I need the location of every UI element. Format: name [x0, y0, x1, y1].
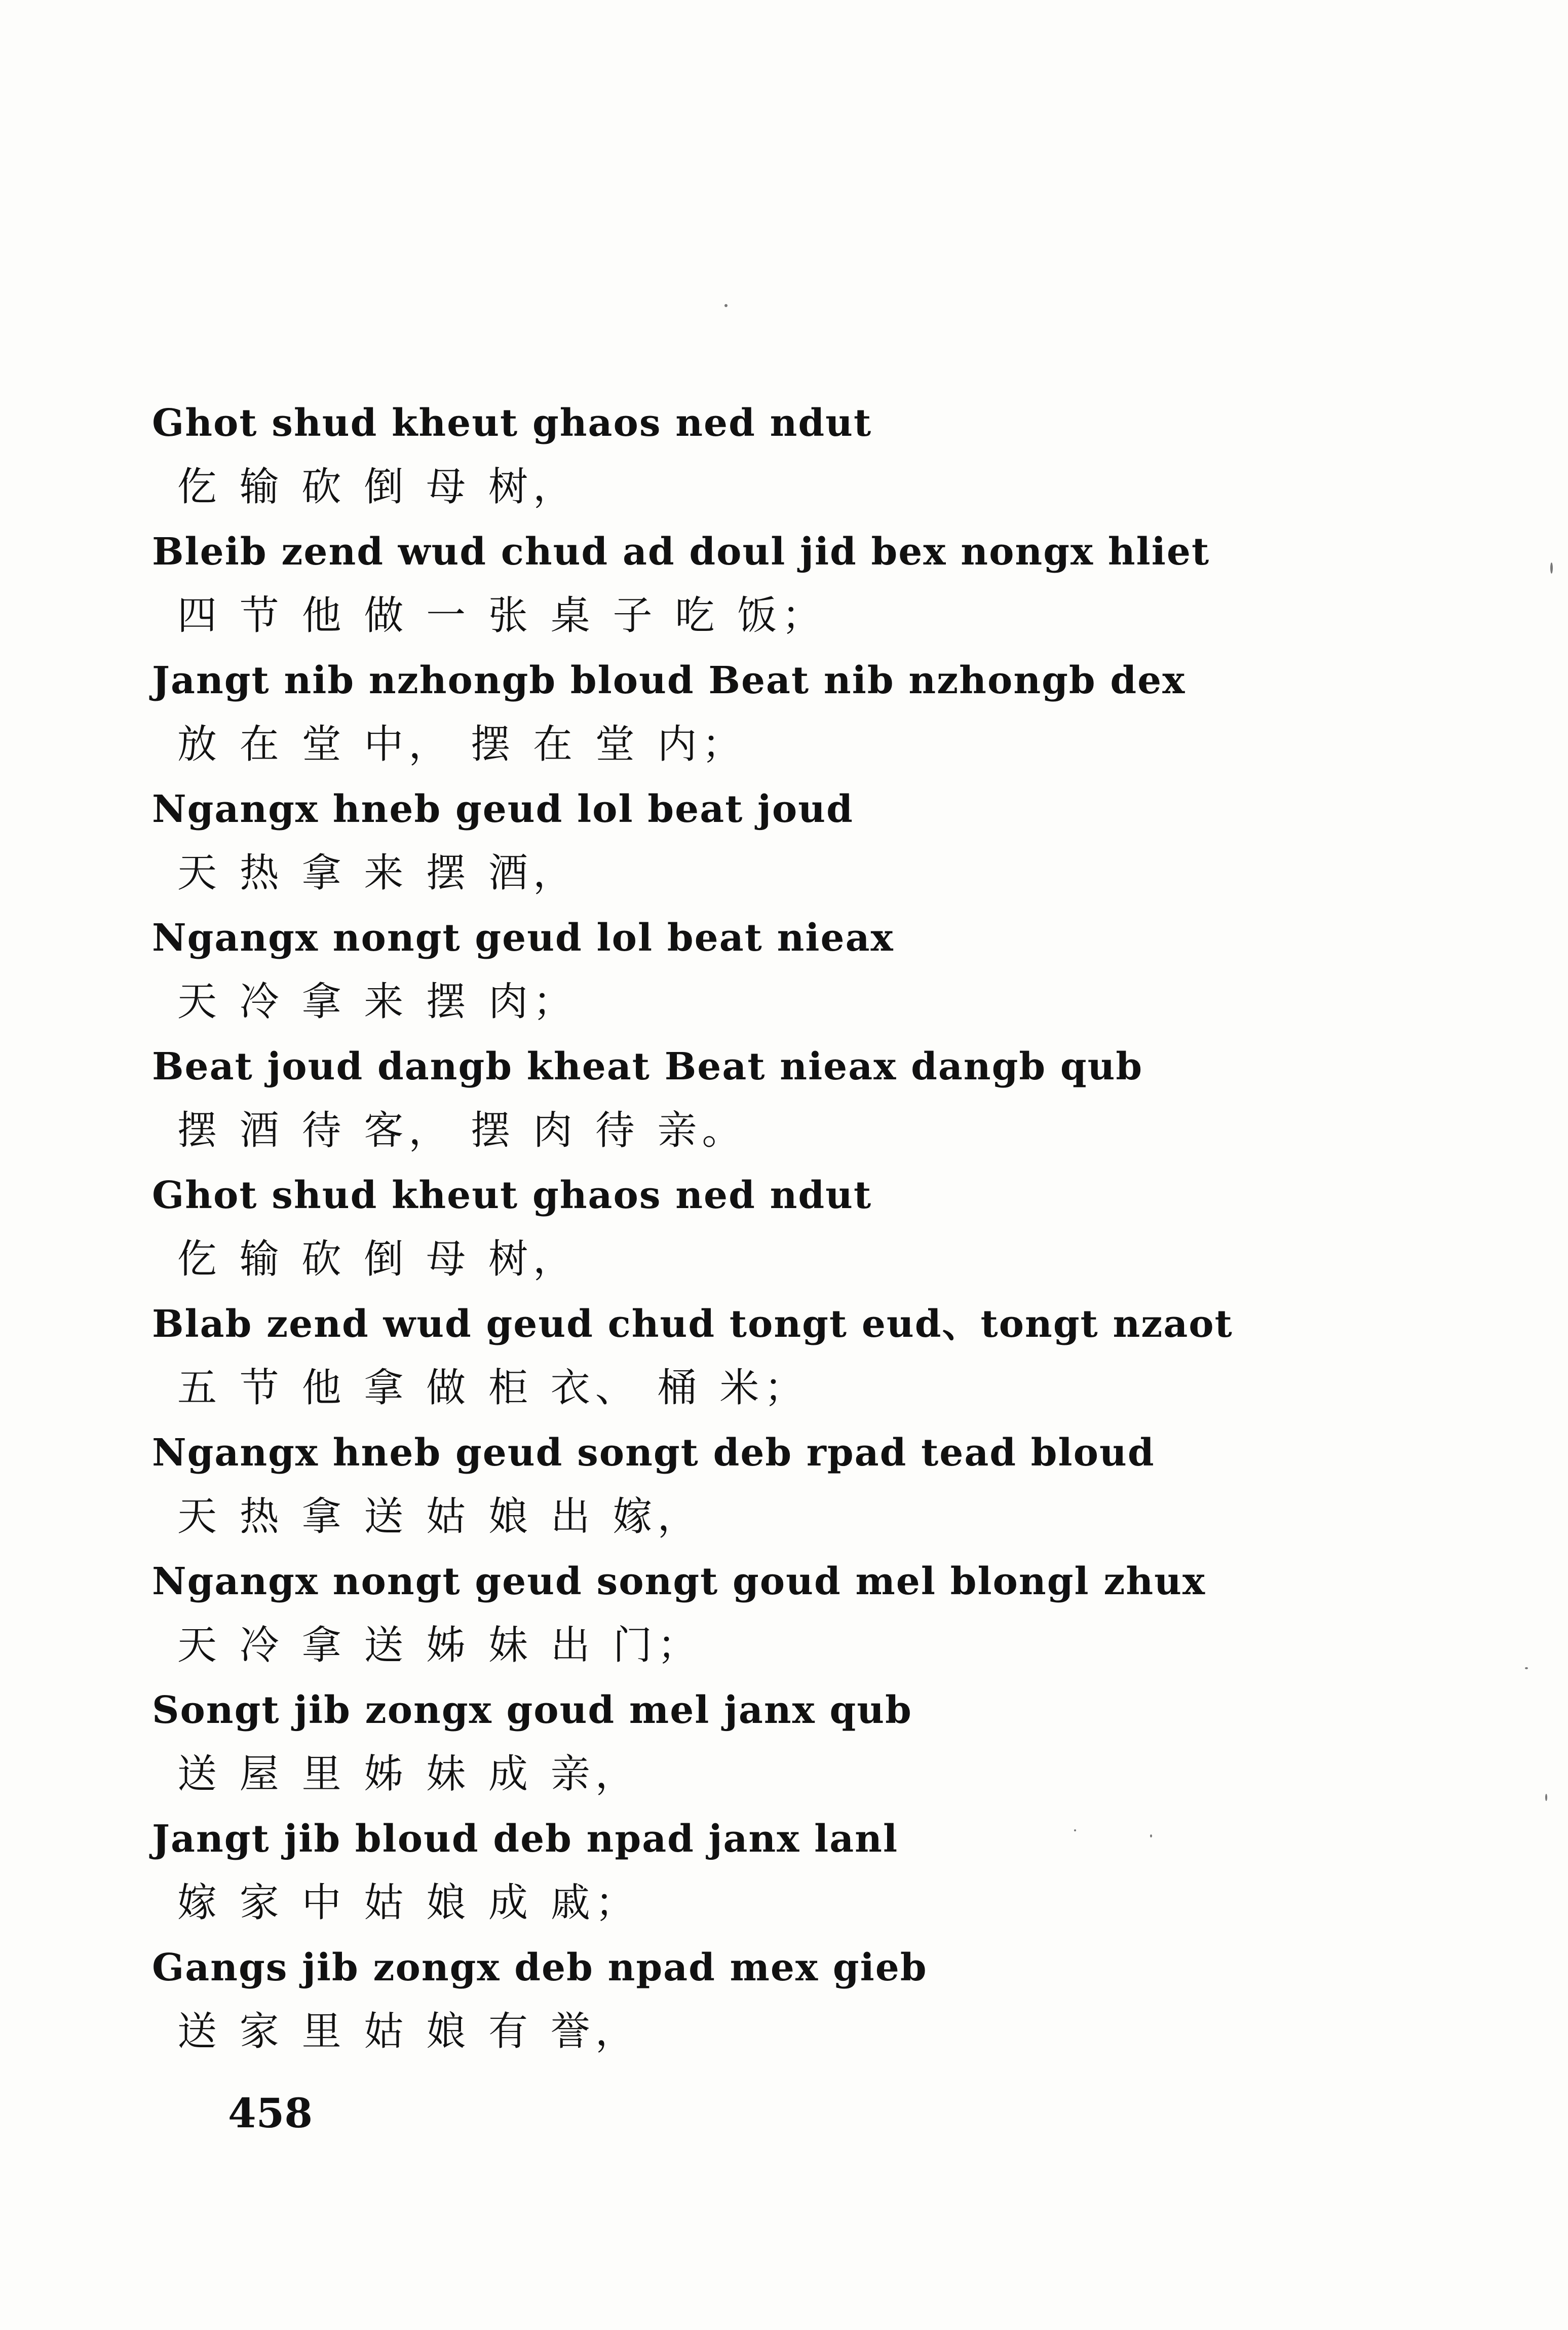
scan-speck — [1150, 1834, 1152, 1837]
romanized-text: Ngangx hneb geud songt deb rpad tead bloud — [152, 1431, 1155, 1475]
scan-speck — [1525, 1667, 1528, 1669]
chinese-gloss: 送 屋 里 姊 妹 成 亲， — [177, 1751, 640, 1797]
verse-line — [152, 1811, 1419, 1940]
scan-speck — [1074, 1829, 1076, 1831]
scan-speck — [724, 304, 728, 307]
chinese-gloss: 五 节 他 拿 做 柜 衣、 桶 米； — [177, 1365, 809, 1411]
chinese-gloss: 天 热 拿 送 姑 娘 出 嫁， — [177, 1494, 702, 1539]
verse-line — [152, 395, 1419, 524]
verse-line — [152, 781, 1419, 910]
chinese-gloss: 嫁 家 中 姑 娘 成 戚； — [177, 1880, 640, 1926]
romanized-text: Jangt jib bloud deb npad janx lanl — [152, 1817, 899, 1861]
page-number: 458 — [228, 2089, 313, 2137]
verse-line — [152, 1296, 1419, 1425]
verse-body — [152, 395, 1419, 2069]
verse-line — [152, 1940, 1419, 2069]
verse-line — [152, 1168, 1419, 1296]
scan-speck — [1550, 562, 1553, 574]
chinese-gloss: 天 冷 拿 来 摆 肉； — [177, 979, 578, 1025]
romanized-text: Songt jib zongx goud mel janx qub — [152, 1688, 912, 1732]
verse-line — [152, 1554, 1419, 1682]
chinese-gloss: 摆 酒 待 客， 摆 肉 待 亲。 — [177, 1108, 747, 1153]
romanized-text: Blab zend wud geud chud tongt eud、tongt nzaot — [152, 1302, 1233, 1346]
chinese-gloss: 仡 输 砍 倒 母 树， — [177, 464, 578, 510]
verse-line — [152, 910, 1419, 1039]
verse-line — [152, 1039, 1419, 1168]
romanized-text: Jangt nib nzhongb bloud Beat nib nzhongb dex — [152, 659, 1186, 702]
scan-speck — [1545, 1794, 1547, 1801]
chinese-gloss: 放 在 堂 中， 摆 在 堂 内； — [177, 722, 747, 767]
chinese-gloss: 四 节 他 做 一 张 桌 子 吃 饭； — [177, 593, 827, 638]
verse-line — [152, 524, 1419, 653]
chinese-gloss: 天 冷 拿 送 姊 妹 出 门； — [177, 1623, 702, 1668]
romanized-text: Bleib zend wud chud ad doul jid bex nongx hliet — [152, 530, 1210, 574]
romanized-text: Ngangx nongt geud songt goud mel blongl zhux — [152, 1560, 1206, 1603]
chinese-gloss: 仡 输 砍 倒 母 树， — [177, 1236, 578, 1282]
chinese-gloss: 送 家 里 姑 娘 有 誉， — [177, 2009, 640, 2054]
verse-line — [152, 1682, 1419, 1811]
verse-line — [152, 653, 1419, 781]
romanized-text: Ghot shud kheut ghaos ned ndut — [152, 401, 872, 445]
romanized-text: Ghot shud kheut ghaos ned ndut — [152, 1174, 872, 1217]
romanized-text: Gangs jib zongx deb npad mex gieb — [152, 1946, 928, 1989]
romanized-text: Ngangx hneb geud lol beat joud — [152, 787, 854, 831]
chinese-gloss: 天 热 拿 来 摆 酒， — [177, 850, 578, 896]
verse-line — [152, 1425, 1419, 1554]
romanized-text: Beat joud dangb kheat Beat nieax dangb qub — [152, 1045, 1143, 1088]
romanized-text: Ngangx nongt geud lol beat nieax — [152, 916, 894, 960]
